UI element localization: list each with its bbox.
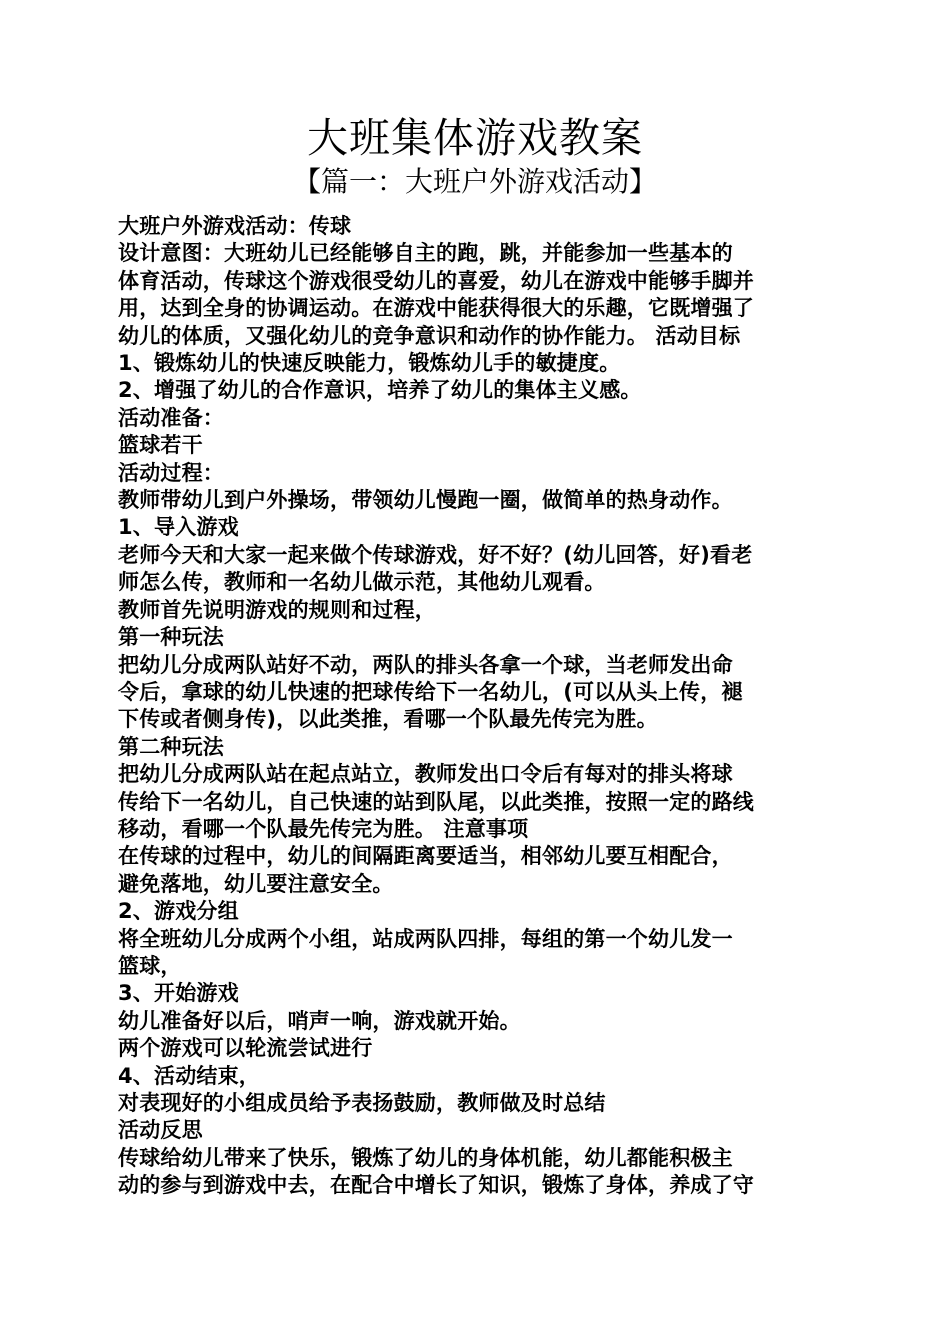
body-text-line: 下传或者侧身传)，以此类推，看哪一个队最先传完为胜。 bbox=[118, 707, 658, 732]
body-text-line: 1、锻炼幼儿的快速反映能力，锻炼幼儿手的敏捷度。 bbox=[118, 351, 621, 376]
body-text-line: 活动准备： bbox=[118, 405, 224, 430]
body-text-line: 把幼儿分成两队站好不动，两队的排头各拿一个球，当老师发出命 bbox=[118, 652, 733, 677]
document-title: 大班集体游戏教案 bbox=[307, 114, 643, 162]
body-text-line: 幼儿的体质，又强化幼儿的竞争意识和动作的协作能力。 活动目标 bbox=[118, 323, 741, 348]
body-text-line: 幼儿准备好以后，哨声一响，游戏就开始。 bbox=[118, 1008, 521, 1033]
body-text-line: 设计意图：大班幼儿已经能够自主的跑，跳，并能参加一些基本的 bbox=[118, 241, 733, 266]
body-text-line: 第一种玩法 bbox=[118, 625, 224, 650]
document-subtitle: 【篇一：大班户外游戏活动】 bbox=[292, 165, 657, 198]
document-body bbox=[118, 213, 836, 1200]
body-text-line: 动的参与到游戏中去，在配合中增长了知识，锻炼了身体，养成了守 bbox=[118, 1173, 754, 1198]
body-text-line: 活动过程： bbox=[118, 460, 224, 485]
body-text-line: 老师今天和大家一起来做个传球游戏，好不好？(幼儿回答，好)看老 bbox=[118, 542, 753, 567]
body-text-line: 4、活动结束， bbox=[118, 1063, 261, 1088]
body-text-line: 体育活动，传球这个游戏很受幼儿的喜爱，幼儿在游戏中能够手脚并 bbox=[118, 268, 754, 293]
body-text-line: 传球给幼儿带来了快乐，锻炼了幼儿的身体机能，幼儿都能积极主 bbox=[118, 1145, 733, 1170]
body-text-line: 教师带幼儿到户外操场，带领幼儿慢跑一圈，做简单的热身动作。 bbox=[118, 488, 733, 513]
body-text-line: 篮球若干 bbox=[118, 433, 203, 458]
body-text-line: 师怎么传，教师和一名幼儿做示范，其他幼儿观看。 bbox=[118, 570, 606, 595]
body-text-line: 移动，看哪一个队最先传完为胜。 注意事项 bbox=[118, 816, 529, 841]
body-text-line: 传给下一名幼儿，自己快速的站到队尾，以此类推，按照一定的路线 bbox=[118, 789, 754, 814]
body-text-line: 用，达到全身的协调运动。在游戏中能获得很大的乐趣，它既增强了 bbox=[118, 296, 754, 321]
body-text-line: 大班户外游戏活动：传球 bbox=[118, 214, 352, 238]
body-text-line: 1、导入游戏 bbox=[118, 515, 239, 540]
body-text-line: 活动反思 bbox=[118, 1118, 203, 1143]
body-text-line: 把幼儿分成两队站在起点站立，教师发出口令后有每对的排头将球 bbox=[118, 762, 733, 787]
body-text-line: 第二种玩法 bbox=[118, 734, 224, 759]
body-text-line: 在传球的过程中，幼儿的间隔距离要适当，相邻幼儿要互相配合， bbox=[118, 844, 733, 869]
body-text-line: 两个游戏可以轮流尝试进行 bbox=[118, 1036, 373, 1061]
body-text-line: 3、开始游戏 bbox=[118, 981, 239, 1006]
body-text-line: 避免落地，幼儿要注意安全。 bbox=[118, 871, 394, 896]
body-text-line: 教师首先说明游戏的规则和过程， bbox=[118, 597, 436, 622]
body-text-line: 令后，拿球的幼儿快速的把球传给下一名幼儿，(可以从头上传，褪 bbox=[118, 679, 743, 704]
body-text-line: 对表现好的小组成员给予表扬鼓励，教师做及时总结 bbox=[118, 1091, 606, 1115]
body-text-line: 将全班幼儿分成两个小组，站成两队四排，每组的第一个幼儿发一 bbox=[118, 926, 733, 951]
body-text-line: 2、游戏分组 bbox=[118, 899, 239, 924]
body-text-line: 篮球， bbox=[118, 953, 182, 978]
body-text-line: 2、增强了幼儿的合作意识，培养了幼儿的集体主义感。 bbox=[118, 378, 642, 403]
